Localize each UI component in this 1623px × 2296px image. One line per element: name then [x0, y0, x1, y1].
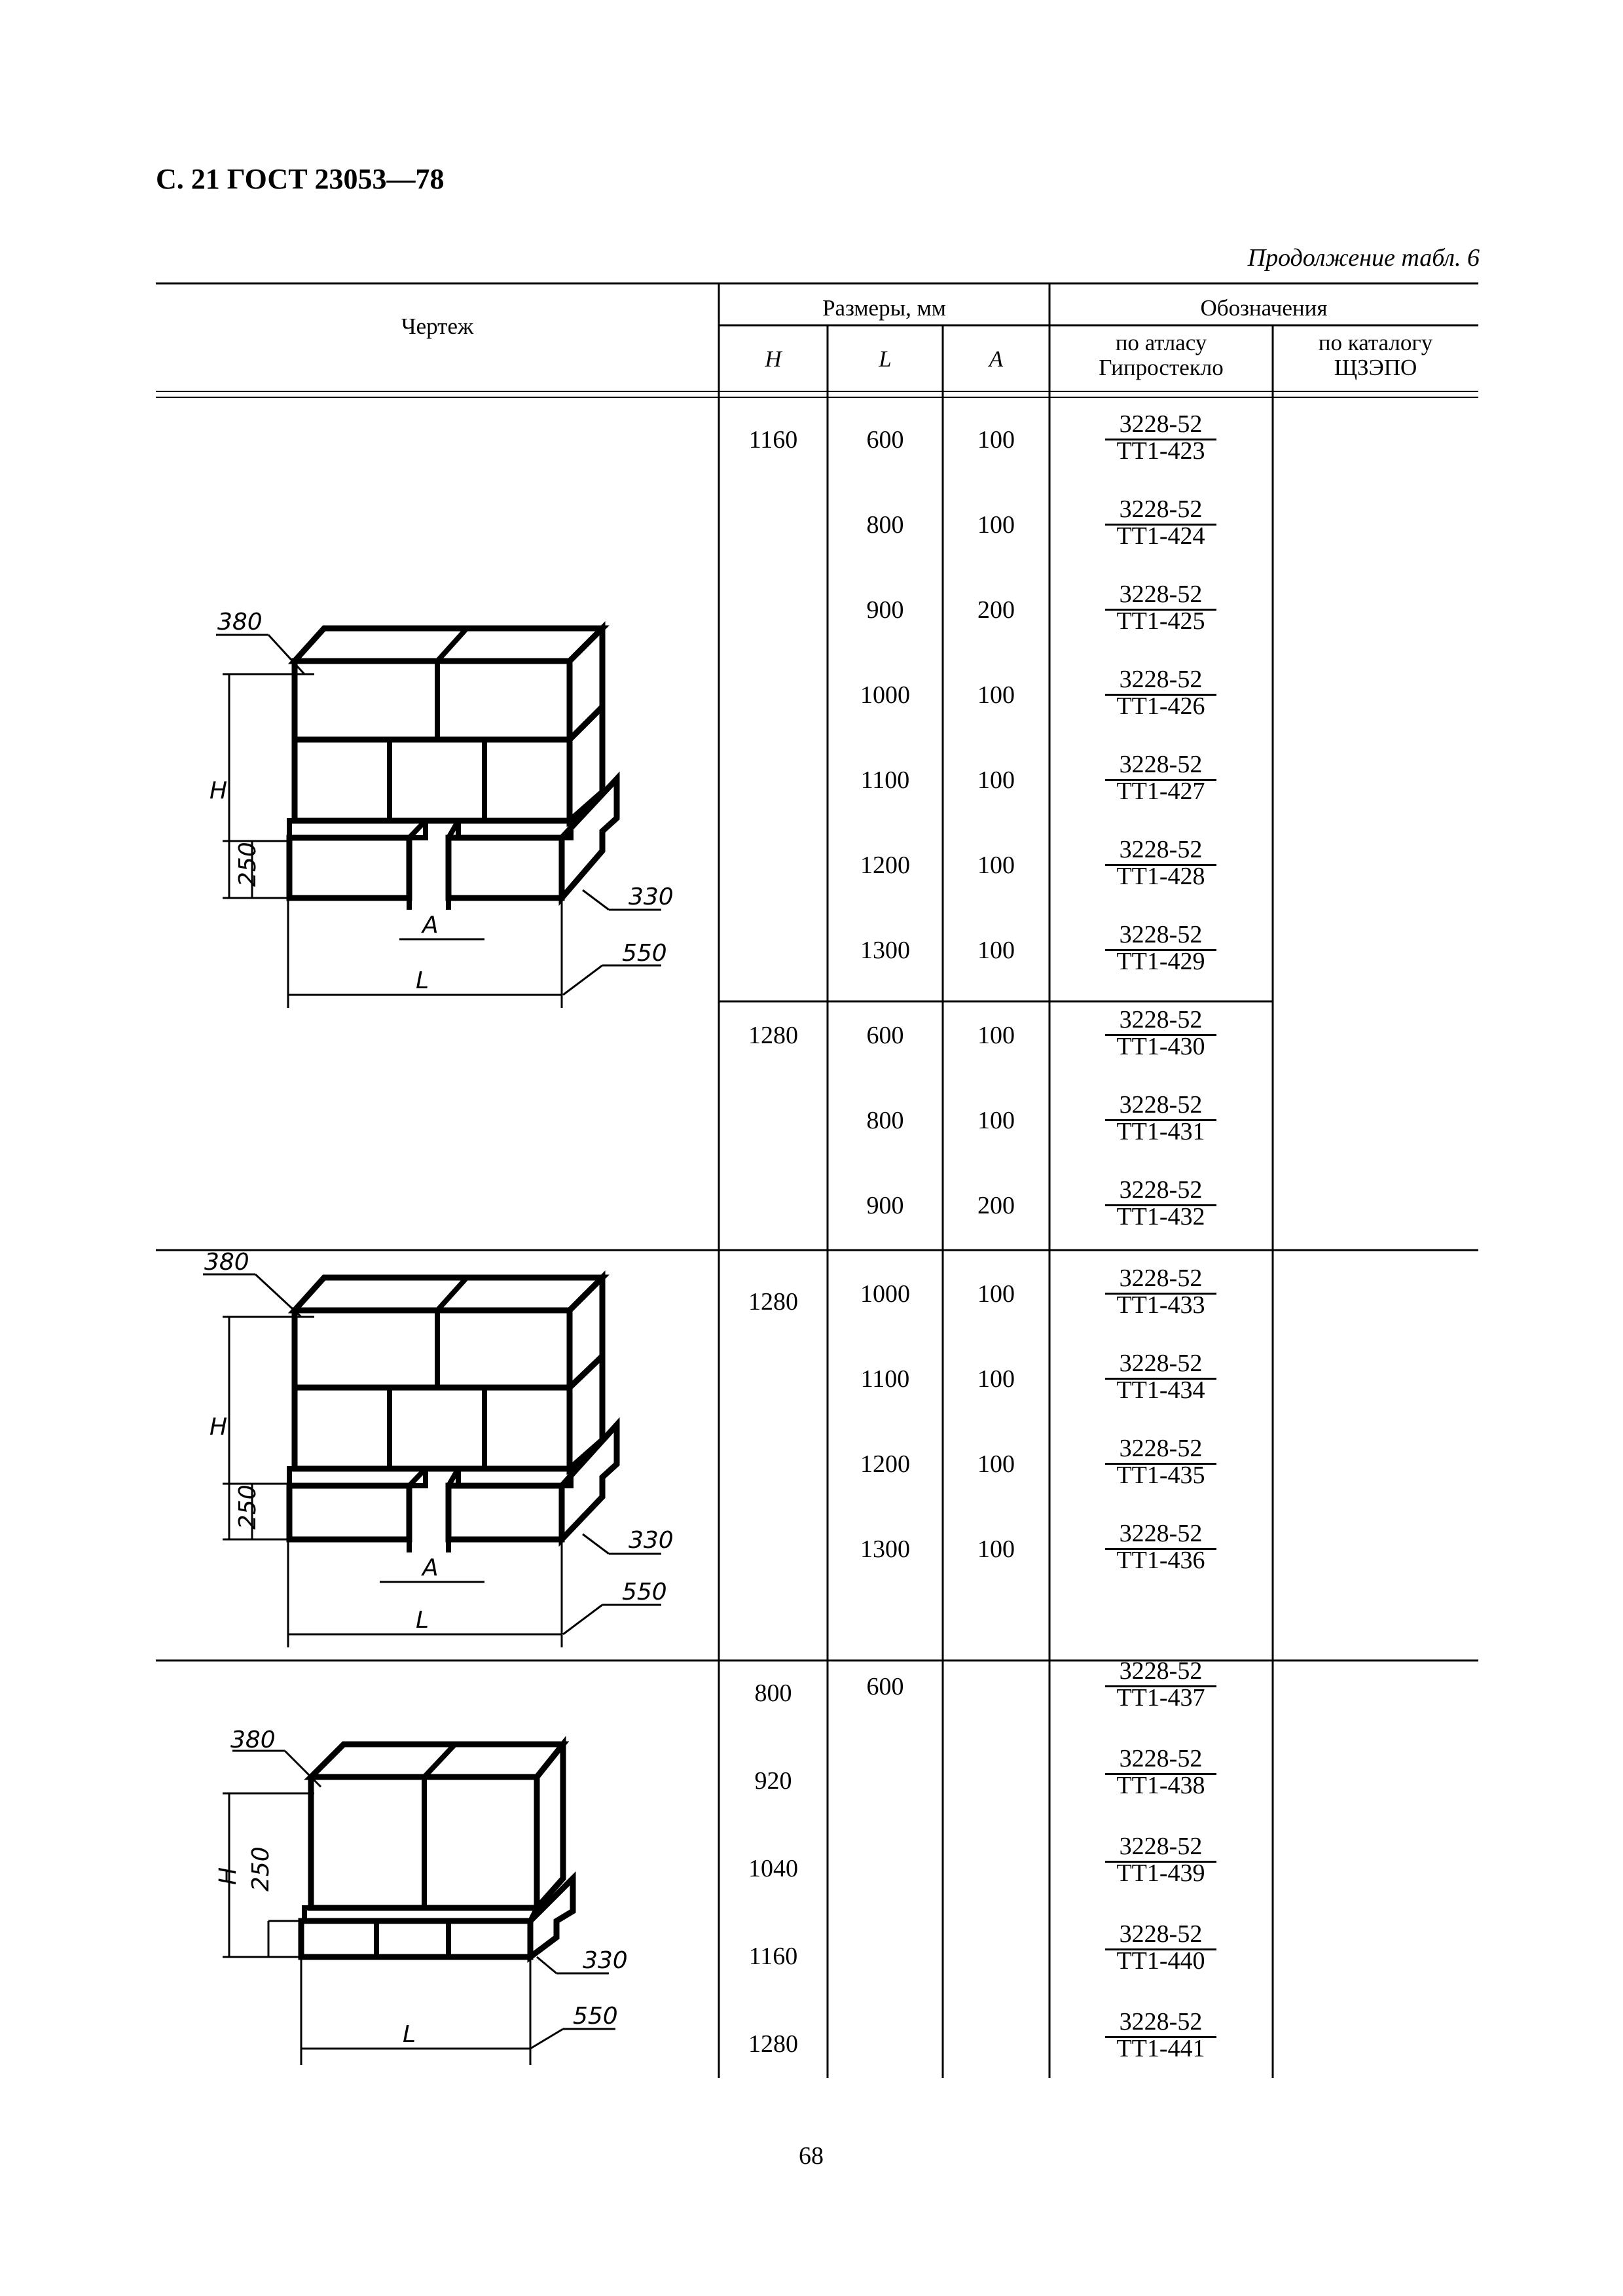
dim-380: 380 [204, 1251, 249, 1276]
dim-h: H [210, 1414, 228, 1441]
designation-denominator: ТТ1-431 [1116, 1118, 1205, 1145]
cell-a: 200 [977, 596, 1015, 624]
pallet-drawing-1 [190, 602, 707, 1008]
designation-numerator: 3228-52 [1119, 1435, 1203, 1462]
continuation-label: Продолжение табл. 6 [1247, 244, 1480, 272]
cell-h: 1160 [748, 1943, 798, 1970]
cell-a: 200 [977, 1192, 1015, 1219]
cell-l: 600 [866, 426, 904, 454]
dim-a: A [422, 1554, 439, 1581]
designation-numerator: 3228-52 [1119, 410, 1203, 438]
designation-denominator: ТТ1-426 [1116, 692, 1205, 720]
cell-atlas-designation [1053, 1833, 1269, 1886]
cell-atlas-designation [1053, 836, 1269, 889]
cell-a: 100 [977, 511, 1015, 539]
dim-250: 250 [247, 1846, 274, 1892]
designation-denominator: ТТ1-424 [1116, 522, 1205, 550]
cell-atlas-designation [1053, 1265, 1269, 1318]
col-header-sizes: Размеры, мм [822, 295, 946, 321]
cell-atlas-designation [1053, 1658, 1269, 1711]
page-header: С. 21 ГОСТ 23053—78 [156, 163, 445, 195]
cell-l: 600 [866, 1673, 904, 1700]
dim-l: L [416, 967, 429, 994]
cell-atlas-designation [1053, 411, 1269, 464]
cell-atlas-designation [1053, 1092, 1269, 1145]
page-number: 68 [799, 2142, 824, 2170]
designation-denominator: ТТ1-441 [1116, 2035, 1205, 2062]
designation-denominator: ТТ1-439 [1116, 1859, 1205, 1887]
cell-a: 100 [977, 1365, 1015, 1393]
cell-l: 1100 [860, 1365, 910, 1393]
col-header-atlas [1049, 331, 1273, 380]
cell-l: 800 [866, 511, 904, 539]
designation-numerator: 3228-52 [1119, 1833, 1203, 1860]
cell-a: 100 [977, 1107, 1015, 1134]
designation-numerator: 3228-52 [1119, 836, 1203, 863]
designation-numerator: 3228-52 [1119, 1657, 1203, 1685]
cell-a: 100 [977, 1535, 1015, 1563]
cell-a: 100 [977, 1280, 1015, 1308]
cell-l: 1200 [860, 852, 910, 879]
designation-numerator: 3228-52 [1119, 1176, 1203, 1204]
designation-denominator: ТТ1-435 [1116, 1462, 1205, 1489]
cell-atlas-designation [1053, 751, 1269, 804]
col-header-catalog [1273, 331, 1478, 380]
cell-h: 1160 [748, 426, 798, 454]
cell-atlas-designation [1053, 496, 1269, 549]
designation-numerator: 3228-52 [1119, 2008, 1203, 2036]
designation-denominator: ТТ1-429 [1116, 948, 1205, 975]
cell-a: 100 [977, 852, 1015, 879]
col-header-designations: Обозначения [1200, 295, 1328, 321]
designation-denominator: ТТ1-423 [1116, 437, 1205, 465]
cell-l: 600 [866, 1022, 904, 1049]
cell-atlas-designation [1053, 2009, 1269, 2062]
cell-l: 900 [866, 596, 904, 624]
cell-atlas-designation [1053, 1921, 1269, 1974]
dim-250: 250 [234, 1484, 261, 1530]
designation-numerator: 3228-52 [1119, 666, 1203, 693]
designation-numerator: 3228-52 [1119, 495, 1203, 523]
designation-denominator: ТТ1-427 [1116, 778, 1205, 805]
cell-h: 920 [754, 1767, 792, 1795]
dim-l: L [416, 1607, 429, 1634]
col-header-catalog-line1: по каталогу [1318, 330, 1433, 355]
designation-numerator: 3228-52 [1119, 1745, 1203, 1772]
designation-denominator: ТТ1-430 [1116, 1033, 1205, 1060]
cell-l: 1000 [860, 681, 910, 709]
cell-l: 1300 [860, 937, 910, 964]
cell-a: 100 [977, 1450, 1015, 1478]
dim-380: 380 [230, 1727, 276, 1753]
cell-atlas-designation [1053, 922, 1269, 975]
dim-330: 330 [629, 884, 674, 910]
col-header-atlas-line1: по атласу [1115, 330, 1207, 355]
designation-denominator: ТТ1-428 [1116, 863, 1205, 890]
cell-l: 1000 [860, 1280, 910, 1308]
cell-h: 1280 [748, 1022, 798, 1049]
dim-h: H [215, 1867, 242, 1885]
dim-330: 330 [583, 1947, 628, 1974]
dim-250: 250 [234, 842, 261, 887]
designation-denominator: ТТ1-440 [1116, 1947, 1205, 1975]
cell-a: 100 [977, 937, 1015, 964]
cell-h: 1280 [748, 1288, 798, 1316]
designation-numerator: 3228-52 [1119, 1265, 1203, 1292]
designation-denominator: ТТ1-425 [1116, 607, 1205, 635]
cell-atlas-designation [1053, 1435, 1269, 1488]
dim-l: L [403, 2021, 416, 2048]
cell-atlas-designation [1053, 666, 1269, 719]
col-header-catalog-line2: ЩЗЭПО [1334, 355, 1417, 380]
cell-l: 1200 [860, 1450, 910, 1478]
cell-h: 800 [754, 1679, 792, 1707]
designation-numerator: 3228-52 [1119, 751, 1203, 778]
dim-330: 330 [629, 1527, 674, 1554]
cell-l: 800 [866, 1107, 904, 1134]
pallet-drawing-2 [190, 1251, 707, 1657]
col-header-l: L [879, 346, 892, 372]
cell-atlas-designation [1053, 581, 1269, 634]
cell-a: 100 [977, 766, 1015, 794]
designation-numerator: 3228-52 [1119, 921, 1203, 948]
cell-atlas-designation [1053, 1350, 1269, 1403]
col-header-a: A [989, 346, 1004, 372]
col-header-drawing: Чертеж [401, 314, 474, 339]
cell-l: 900 [866, 1192, 904, 1219]
cell-a: 100 [977, 681, 1015, 709]
col-header-h: H [765, 346, 782, 372]
cell-a: 100 [977, 426, 1015, 454]
cell-l: 1300 [860, 1535, 910, 1563]
cell-atlas-designation [1053, 1746, 1269, 1799]
designation-numerator: 3228-52 [1119, 581, 1203, 608]
cell-h: 1040 [748, 1855, 798, 1882]
designation-numerator: 3228-52 [1119, 1920, 1203, 1948]
dim-550: 550 [622, 1579, 667, 1605]
col-header-atlas-line2: Гипростекло [1099, 355, 1224, 380]
dim-h: H [210, 778, 228, 804]
cell-a: 100 [977, 1022, 1015, 1049]
designation-denominator: ТТ1-432 [1116, 1203, 1205, 1230]
dim-380: 380 [217, 609, 263, 636]
designation-numerator: 3228-52 [1119, 1350, 1203, 1377]
dim-550: 550 [573, 2003, 618, 2030]
designation-denominator: ТТ1-434 [1116, 1376, 1205, 1404]
dim-550: 550 [622, 940, 667, 967]
cell-l: 1100 [860, 766, 910, 794]
designation-denominator: ТТ1-437 [1116, 1684, 1205, 1712]
dim-a: A [422, 912, 439, 939]
cell-atlas-designation [1053, 1520, 1269, 1573]
pallet-drawing-3 [190, 1721, 707, 2075]
cell-atlas-designation [1053, 1007, 1269, 1060]
designation-denominator: ТТ1-433 [1116, 1291, 1205, 1319]
designation-numerator: 3228-52 [1119, 1006, 1203, 1033]
cell-h: 1280 [748, 2030, 798, 2058]
designation-numerator: 3228-52 [1119, 1091, 1203, 1119]
designation-denominator: ТТ1-436 [1116, 1547, 1205, 1574]
designation-denominator: ТТ1-438 [1116, 1772, 1205, 1799]
designation-numerator: 3228-52 [1119, 1520, 1203, 1547]
cell-atlas-designation [1053, 1177, 1269, 1230]
